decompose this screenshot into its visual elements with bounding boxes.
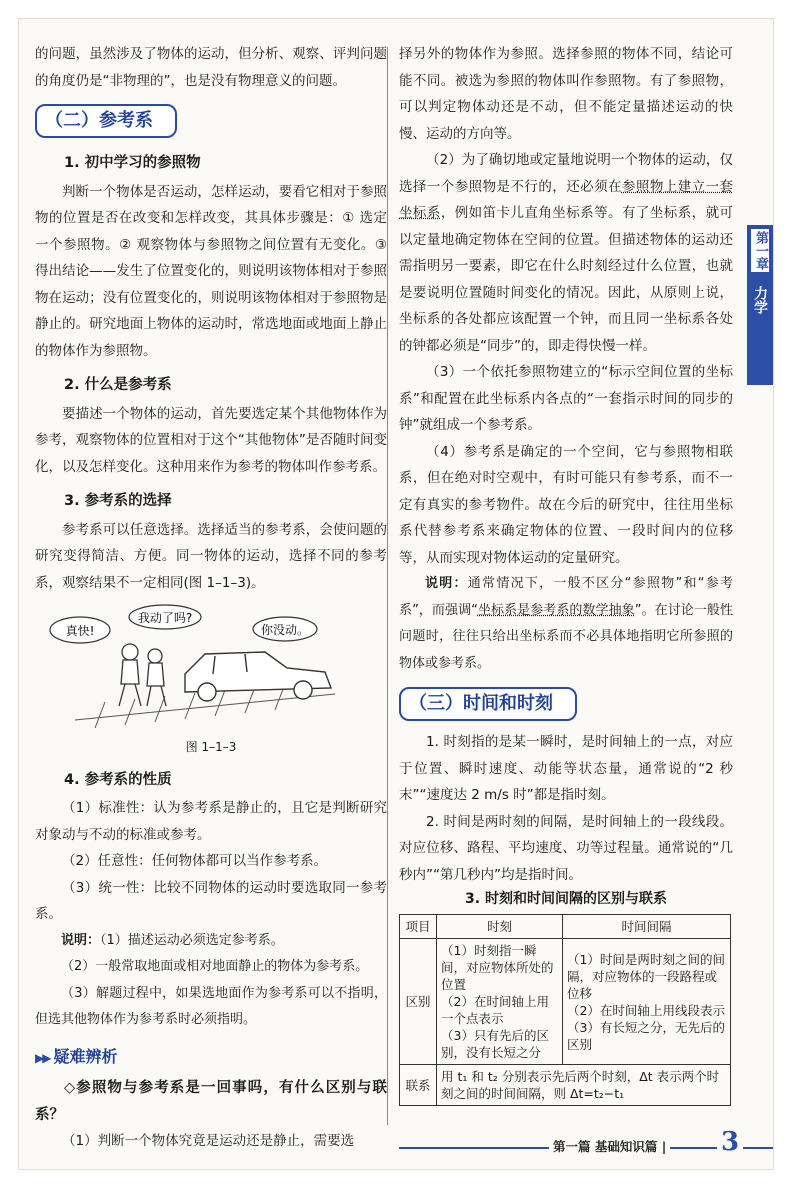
time-point-1: 1. 时刻指的是某一瞬时，是时间轴上的一点，对应于位置、瞬时速度、动能等状态量，通常说的“2 秒末”“速度达 2 m/s 时”都是指时刻。	[399, 734, 733, 803]
right-note-b: ”。在讨论一般性问题时，往往只给出坐标系而不必具体地指明它所参照的物体或参考系。	[399, 602, 733, 671]
note-3: （3）解题过程中，如果选地面作为参考系可以不指明，但选其他物体作为参考系时必须指明。	[35, 985, 387, 1027]
car-and-people-illustration	[35, 602, 387, 732]
book-page	[18, 18, 774, 1170]
chapter-side-tab	[747, 225, 773, 385]
note-1: （1）描述运动必须选定参考系。	[100, 932, 284, 948]
left-column	[35, 41, 387, 1155]
bubble-did-i-move: 我动了吗?	[137, 611, 193, 625]
intro-paragraph: 的问题，虽然涉及了物体的运动，但分析、观察、评判问题的角度仍是“非物理的”，也是没有物理意义的问题。	[35, 46, 387, 89]
table-row	[400, 939, 731, 1065]
subject-label: 力学	[752, 286, 768, 314]
figure-caption: 图 1–1–3	[185, 740, 237, 754]
table-header-row	[400, 915, 731, 939]
property-2: （2）任意性：任何物体都可以当作参考系。	[62, 853, 328, 869]
right-note-a: 通常情况下，一般不区分“参照物”和“参考系”，而强调“	[399, 576, 733, 618]
footer-part-title: 第一篇 基础知识篇 |	[549, 1137, 670, 1155]
question: ◇参照物与参考系是一回事吗，有什么区别与联系？	[35, 1080, 387, 1123]
header-interval: 时间间隔	[562, 915, 730, 939]
column-divider	[387, 47, 388, 1125]
right-note-underlined: 坐标系是参考系的数学抽象	[477, 602, 635, 618]
page-footer	[399, 1127, 773, 1167]
subheading-2: 2. 什么是参考系	[64, 377, 172, 393]
subheading-1: 1. 初中学习的参照物	[64, 155, 201, 171]
paragraph-s3: 参考系可以任意选择。选择适当的参考系，会使问题的研究变得简洁、方便。同一物体的运动，选择不同的参考系，观察结果不一定相同(图 1–1–3)。	[35, 521, 387, 591]
table-row	[400, 1065, 731, 1106]
subheading-4: 4. 参考系的性质	[64, 771, 172, 788]
note-2: （2）一般常取地面或相对地面静止的物体为参考系。	[61, 959, 369, 974]
p2-underlined: 参照物上建立一套坐标系	[399, 178, 734, 221]
p2-part-a: （2）为了确切地或定量地说明一个物体的运动，仅选择一个参照物是不行的，还必须在	[399, 152, 733, 195]
right-column	[399, 41, 733, 1106]
header-moment: 时刻	[437, 915, 563, 939]
section-heading-time: （三）时间和时刻	[399, 687, 577, 721]
comparison-table	[399, 914, 731, 1106]
row-label-difference: 区别	[400, 939, 437, 1065]
bubble-fast: 真快!	[65, 624, 95, 638]
note-label: 说明：	[61, 932, 101, 948]
p2-part-b: ，例如笛卡儿直角坐标系等。有了坐标系，就可以定量地确定物体在空间的位置。但描述物体的运动还需指明另一要素，即它在什么时刻经过什么位置，也就是要说明位置随时间变化的情况。因此，从原则上说，坐标系的各处都应该配置一个钟，而且同一坐标系各处的钟都必须是“同步”的，即走得快慢一样。	[399, 205, 734, 354]
table-title: 3. 时刻和时间间隔的区别与联系	[465, 891, 667, 907]
chapter-label: 第一章	[753, 231, 768, 270]
property-3: （3）统一性：比较不同物体的运动时要选取同一参考系。	[35, 879, 387, 922]
subheading-3: 3. 参考系的选择	[64, 493, 172, 509]
difficulty-title: 疑难辨析	[53, 1046, 118, 1066]
cell-relation: 用 t₁ 和 t₂ 分别表示先后两个时刻，Δt 表示两个时刻之间的时间间隔，则 Δt=t₂−t₁	[437, 1065, 731, 1106]
right-paragraph-1: 择另外的物体作为参照。选择参照的物体不同，结论可能不同。被选为参照的物体叫作参照物。有了参照物，可以判定物体动还是不动，但不能定量描述运动的快慢、运动的方向等。	[399, 46, 733, 142]
paragraph-s2: 要描述一个物体的运动，首先要选定某个其他物体作为参考，观察物体的位置相对于这个“其他物体”是否随时间变化，以及怎样变化。这种用来作为参考的物体叫作参考系。	[35, 405, 387, 475]
right-paragraph-4: （4）参考系是确定的一个空间，它与参照物相联系，但在绝对时空观中，有时可能只有参考系，而不一定有真实的参考物件。故在今后的研究中，往往用坐标系代替参考系来确定物体的位置、一段时间内的位移等，从而实现对物体运动的定量研究。	[399, 443, 733, 566]
page-number: 3	[717, 1127, 743, 1157]
right-note	[399, 571, 733, 677]
right-paragraph-2	[399, 147, 733, 359]
row-label-relation: 联系	[400, 1065, 437, 1106]
right-paragraph-3: （3）一个依托参照物建立的“标示空间位置的坐标系”和配置在此坐标系内各点的“一套指示时间的同步的钟”就组成一个参考系。	[399, 364, 733, 433]
paragraph-s1: 判断一个物体是否运动，怎样运动，要看它相对于参照物的位置是否在改变和怎样改变，其具体步骤是：① 选定一个参照物。② 观察物体与参照物之间位置有无变化。③ 得出结论——发生了位置变化的，则说明该物体相对于参照物在运动；没有位置变化的，则说明该物体相对于参照物是静止的。研究地面上物体的运动时，常选地面或地面上静止的物体作为参照物。	[35, 183, 387, 359]
cell-moment-difference: （1）时刻指一瞬间，对应物体所处的位置 （2）在时间轴上用一个点表示 （3）只有先后的区别，没有长短之分	[437, 939, 563, 1065]
figure-car-illustration	[35, 602, 387, 732]
bubble-you-didnt-move: 你没动。	[260, 623, 310, 637]
time-point-2: 2. 时间是两时刻的间隔，是时间轴上的一段线段。对应位移、路程、平均速度、功等过程量。通常说的“几秒内”“第几秒内”均是指时间。	[399, 813, 733, 883]
header-item: 项目	[400, 915, 437, 939]
cell-interval-difference: （1）时间是两时刻之间的间隔，对应物体的一段路程或位移 （2）在时间轴上用线段表示 （3）有长短之分，无先后的区别	[562, 939, 730, 1065]
note-block	[35, 928, 387, 955]
section-heading-reference-frame: （二）参考系	[35, 104, 177, 138]
right-note-label: 说明：	[425, 576, 468, 591]
answer-start: （1）判断一个物体究竟是运动还是静止，需要选	[62, 1133, 355, 1149]
difficulty-heading	[35, 1044, 387, 1072]
property-1: （1）标准性：认为参考系是静止的，且它是判断研究对象动与不动的标准或参考。	[35, 800, 387, 843]
double-arrow-icon: ▶▶	[35, 1050, 50, 1065]
